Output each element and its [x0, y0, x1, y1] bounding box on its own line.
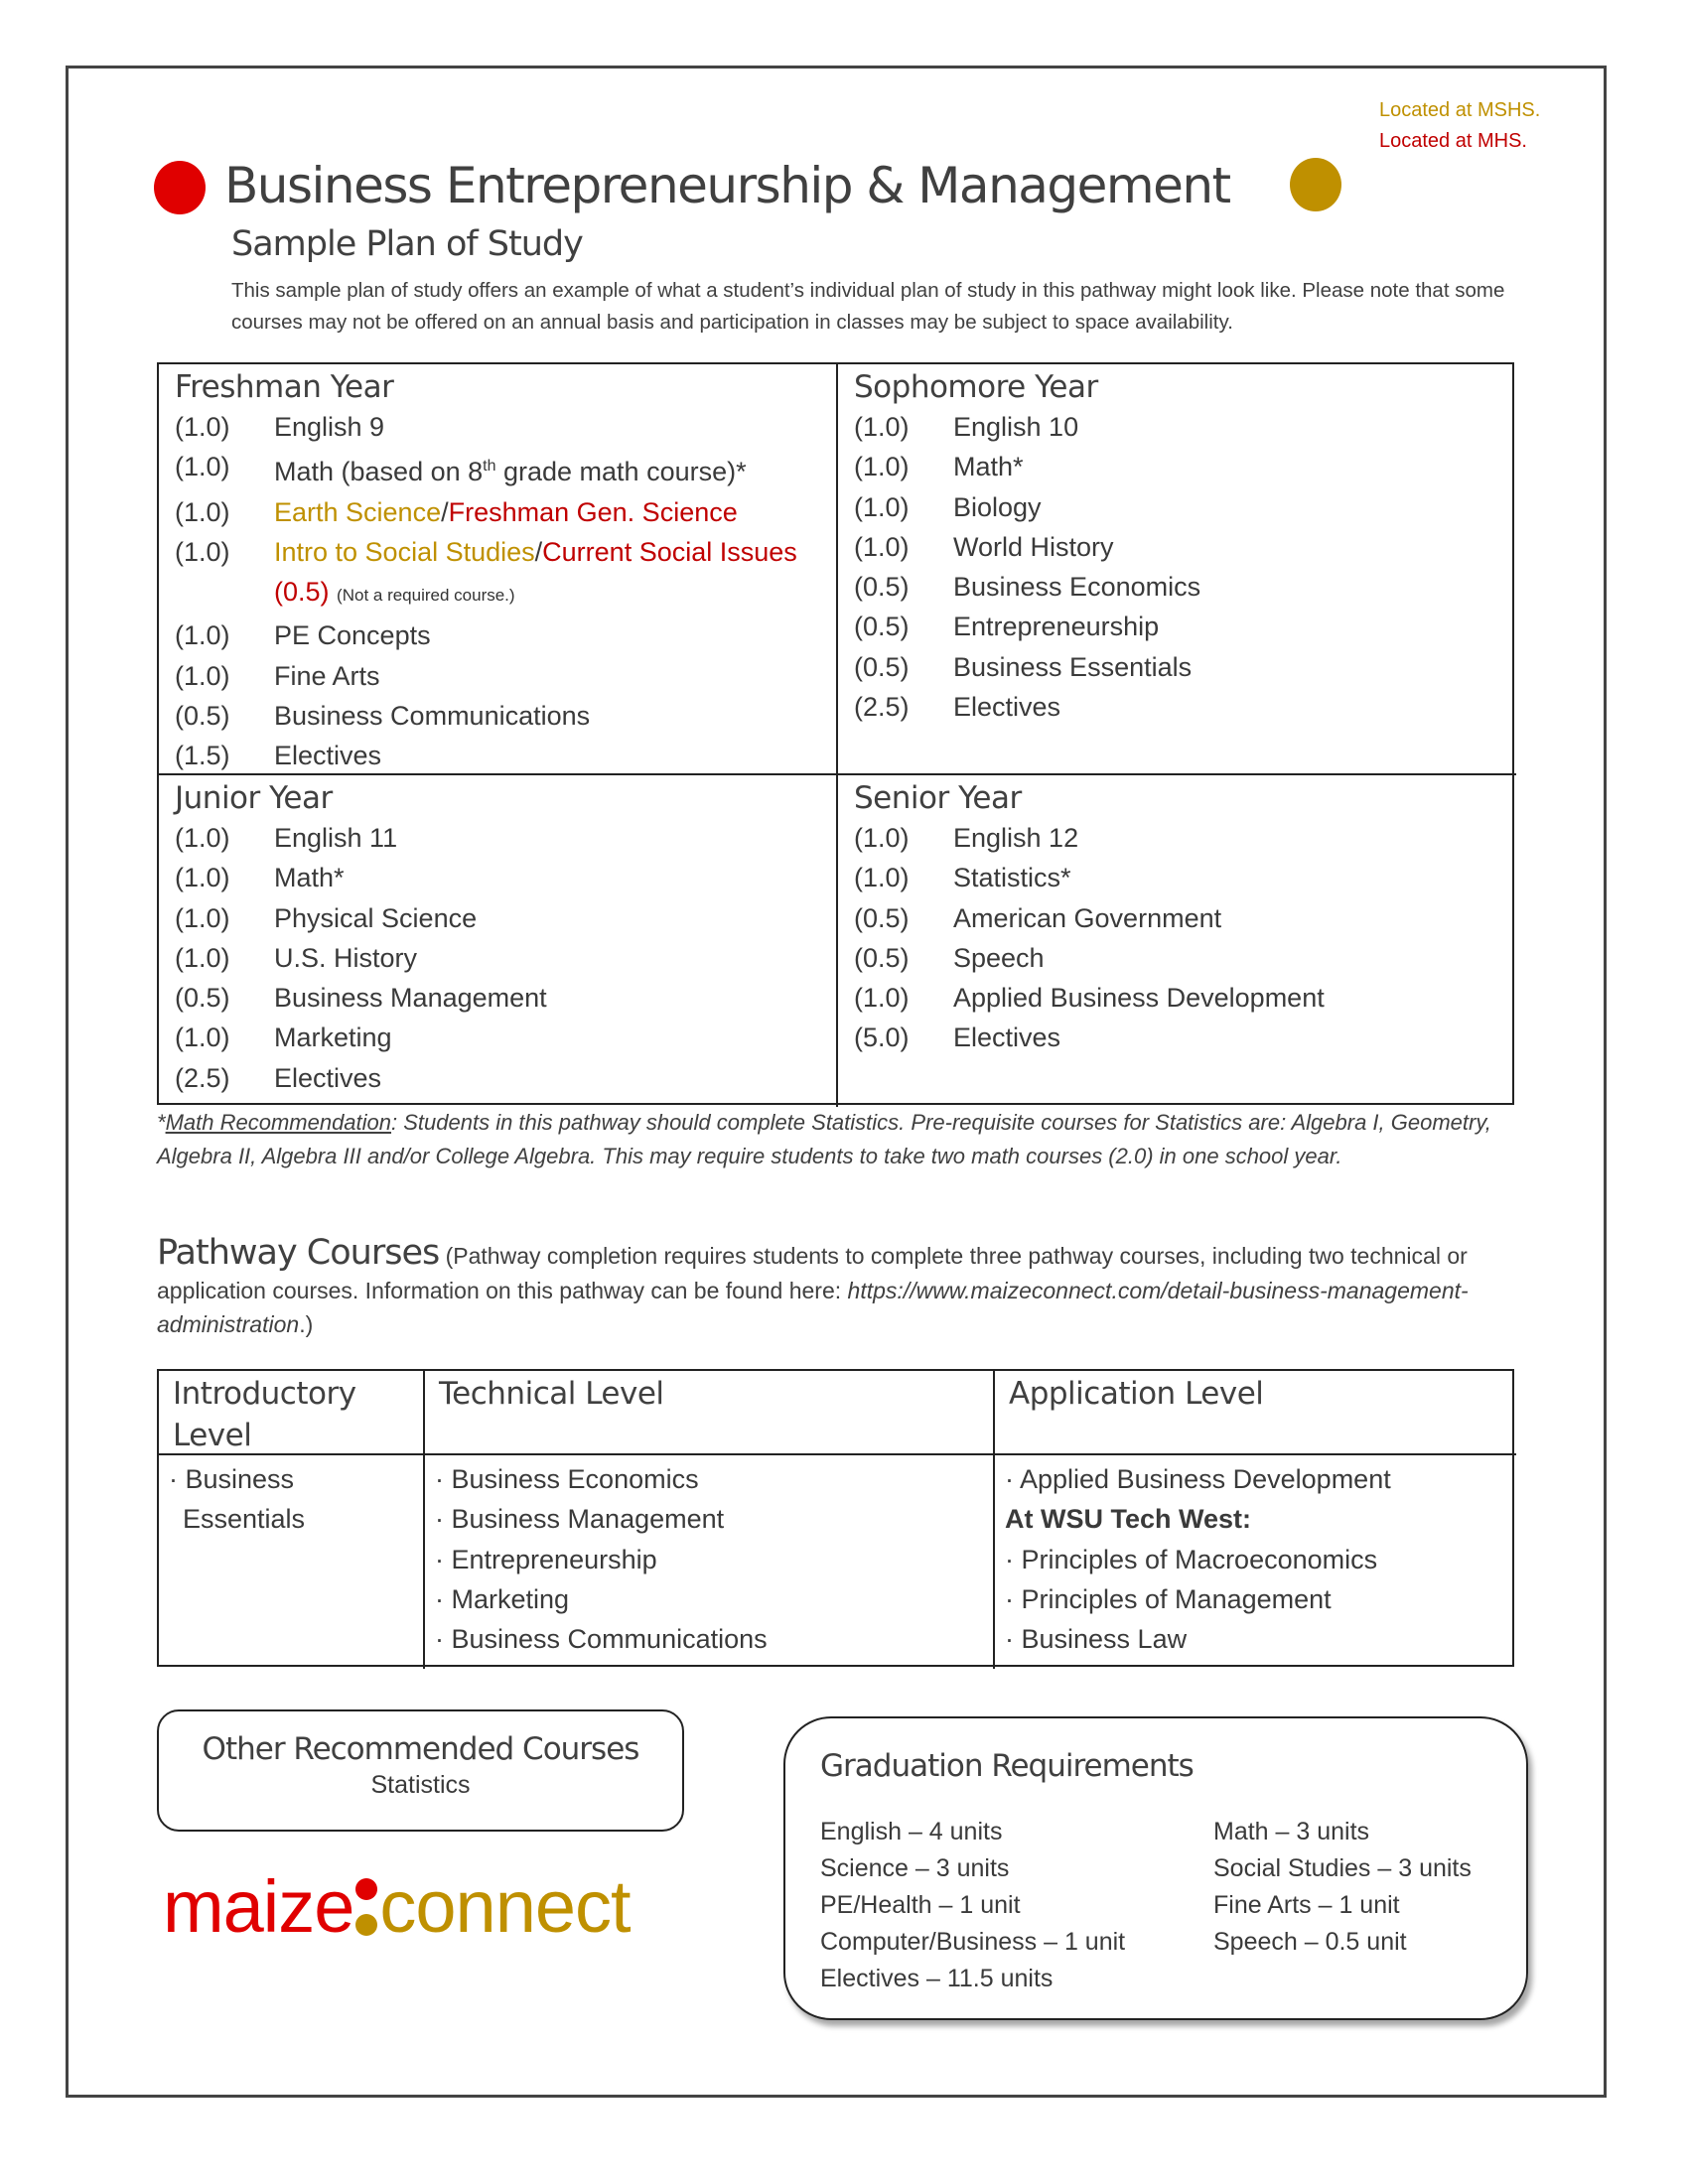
course-credit: (0.5) [175, 701, 230, 732]
course-credit: (2.5) [854, 692, 910, 723]
course-credit: (1.0) [175, 620, 230, 651]
graduation-requirement: Fine Arts – 1 unit [1213, 1891, 1400, 1919]
course-row [854, 527, 1506, 567]
course-row [175, 696, 826, 736]
course-name [953, 607, 1506, 646]
course-row [175, 656, 826, 696]
course-credit: (1.0) [854, 412, 910, 442]
graduation-requirement: Social Studies – 3 units [1213, 1854, 1472, 1882]
course-name-part: Current Social Issues (0.5) [274, 536, 797, 608]
course-row [175, 447, 826, 491]
course-name [953, 527, 1506, 567]
course-row [175, 938, 826, 978]
course-name-part: Speech [953, 942, 1045, 973]
course-credit: (1.0) [175, 660, 230, 691]
pathway-course: · Business Economics [435, 1464, 699, 1494]
course-row [175, 978, 826, 1018]
location-legend-mshs: Located at MSHS. [1379, 99, 1541, 121]
course-credit: (5.0) [854, 1023, 910, 1053]
course-name-part: Fine Arts [274, 660, 380, 691]
course-credit: (0.5) [175, 983, 230, 1014]
course-name [274, 407, 826, 447]
course-name [953, 647, 1506, 687]
pathway-course: At WSU Tech West: [1005, 1504, 1252, 1535]
course-row [175, 1058, 826, 1098]
course-credit: (0.5) [854, 942, 910, 973]
course-name [274, 656, 826, 696]
course-name [953, 818, 1506, 858]
year-cell-junior [159, 775, 838, 1107]
math-footnote [157, 1106, 1527, 1172]
other-recommended-title: Other Recommended Courses [202, 1731, 639, 1767]
course-name [274, 858, 826, 897]
graduation-requirement: Electives – 11.5 units [820, 1965, 1054, 1992]
course-name [274, 447, 826, 491]
pathway-course: · Applied Business Development [1005, 1464, 1391, 1494]
course-credit: (1.0) [175, 942, 230, 973]
course-name [953, 567, 1506, 607]
logo-maize-text: maize [163, 1865, 354, 1948]
page-title: Business Entrepreneurship & Management [224, 157, 1230, 214]
course-name-part: Intro to Social Studies [274, 536, 535, 567]
course-name-part: Biology [953, 491, 1042, 522]
other-recommended-box [157, 1709, 684, 1832]
course-row [854, 818, 1506, 858]
course-credit: (1.0) [175, 452, 230, 482]
year-heading: Freshman Year [175, 369, 394, 405]
course-row [854, 487, 1506, 527]
course-name [274, 615, 826, 655]
course-credit: (1.0) [854, 452, 910, 482]
pathway-heading: Pathway Courses [157, 1233, 440, 1273]
course-name-part: Math* [953, 452, 1024, 482]
course-name [274, 1058, 826, 1098]
course-name-part: Math (based on 8 [274, 457, 484, 487]
course-name-part: Business Management [274, 983, 547, 1014]
course-name-part: Business Essentials [953, 651, 1193, 682]
course-row [854, 898, 1506, 938]
course-row [175, 492, 826, 532]
course-credit: (1.0) [175, 412, 230, 442]
maizeconnect-logo [163, 1864, 631, 1949]
pathway-course: · Principles of Management [1005, 1583, 1332, 1614]
course-name [274, 532, 826, 616]
course-credit: (1.0) [175, 496, 230, 527]
course-name-part: Electives [274, 1062, 382, 1093]
course-name-part: Earth Science [274, 496, 442, 527]
logo-connect-text: connect [379, 1865, 631, 1948]
footnote-text: : Students in this pathway should complete Statistics. Pre-requisite courses for Statistics are: Algebra I, Geometry, Algebra II, Algebra III and/or College Algebra. This may require students to take two math courses (2.0) in one school year. [157, 1110, 1491, 1168]
course-name [953, 938, 1506, 978]
course-name [953, 407, 1506, 447]
course-name [953, 447, 1506, 486]
course-row [854, 407, 1506, 447]
course-name-part: English 11 [274, 823, 398, 853]
year-cell-sophomore [838, 364, 1516, 775]
course-credit: (1.0) [175, 863, 230, 893]
course-name [274, 492, 826, 532]
year-heading: Senior Year [854, 780, 1022, 816]
course-credit: (1.0) [175, 823, 230, 853]
pathway-course: · Entrepreneurship [435, 1544, 657, 1574]
pathway-intro [157, 1233, 1527, 1342]
other-recommended-course: Statistics [370, 1771, 471, 1799]
course-name-part: Entrepreneurship [953, 612, 1160, 642]
course-name-part: Applied Business Development [953, 983, 1325, 1014]
pathway-column-body [159, 1455, 425, 1669]
course-name-part: U.S. History [274, 942, 418, 973]
course-credit: (0.5) [854, 902, 910, 933]
pathway-column-body [995, 1455, 1516, 1669]
course-name-part: grade math course)* [495, 457, 747, 487]
course-credit: (1.0) [854, 983, 910, 1014]
course-name-part: th [483, 458, 496, 476]
course-row [854, 858, 1506, 897]
course-row [175, 615, 826, 655]
course-name-part: Marketing [274, 1023, 392, 1053]
course-name-part: PE Concepts [274, 620, 431, 651]
course-row [854, 647, 1506, 687]
pathway-note: (Pathway completion requires students to complete three pathway courses, including two technical or application courses. Information on this pathway can be found here: [157, 1243, 1468, 1303]
course-name [953, 898, 1506, 938]
footnote-asterisk: * [157, 1110, 166, 1135]
course-name-part [330, 577, 338, 607]
course-name-part: Electives [274, 741, 382, 771]
course-credit: (1.0) [175, 536, 230, 567]
course-name [274, 736, 826, 775]
graduation-requirement: Science – 3 units [820, 1854, 1010, 1882]
course-name [953, 978, 1506, 1018]
course-row [175, 858, 826, 897]
pathway-column-header: Technical Level [425, 1371, 995, 1455]
course-name-part: Statistics* [953, 863, 1071, 893]
pathway-column-header: Introductory Level [159, 1371, 425, 1455]
pathway-course: · Principles of Macroeconomics [1005, 1544, 1378, 1574]
course-credit: (1.0) [854, 491, 910, 522]
page-description: This sample plan of study offers an example of what a student’s individual plan of study in this pathway might look like. Please note that some courses may not be offered on an annual basis and participation in classes may be subject to space availability. [231, 279, 1505, 334]
gold-dot-icon [1290, 158, 1341, 211]
course-credit: (0.5) [854, 612, 910, 642]
course-name [274, 938, 826, 978]
graduation-requirements-box [783, 1716, 1528, 2020]
year-cell-freshman [159, 364, 838, 775]
graduation-right-column [1213, 1814, 1472, 1961]
course-row [854, 567, 1506, 607]
course-row [175, 898, 826, 938]
pathway-column-header: Application Level [995, 1371, 1516, 1455]
course-credit: (1.5) [175, 741, 230, 771]
year-cell-senior [838, 775, 1516, 1107]
course-name-part: / [534, 536, 543, 567]
pathway-course: · Business Law [1005, 1624, 1188, 1655]
graduation-requirement: Math – 3 units [1213, 1818, 1370, 1845]
graduation-requirement: PE/Health – 1 unit [820, 1891, 1021, 1919]
red-dot-icon [154, 161, 206, 214]
pathway-course: · Business Management [435, 1504, 725, 1535]
course-name-part: English 12 [953, 823, 1079, 853]
course-row [175, 1018, 826, 1057]
course-credit: (2.5) [175, 1062, 230, 1093]
graduation-requirement: Computer/Business – 1 unit [820, 1928, 1126, 1956]
course-name-part: Math* [274, 863, 345, 893]
logo-dots-icon [355, 1876, 377, 1938]
pathway-course: · Marketing [435, 1583, 570, 1614]
course-name-part: / [441, 496, 449, 527]
course-name-part: Business Economics [953, 572, 1201, 603]
course-row [854, 447, 1506, 486]
course-name-part: English 9 [274, 412, 385, 442]
course-name [953, 487, 1506, 527]
course-name [274, 818, 826, 858]
course-name-part: Electives [953, 1023, 1061, 1053]
course-credit: (1.0) [175, 902, 230, 933]
course-name-part: World History [953, 531, 1114, 562]
course-name [274, 1018, 826, 1057]
pathway-course: · Business Essentials [169, 1464, 306, 1535]
course-name-part: American Government [953, 902, 1222, 933]
pathway-course: · Business Communications [435, 1624, 768, 1655]
pathway-note-end: .) [299, 1311, 314, 1337]
graduation-title: Graduation Requirements [820, 1748, 1194, 1784]
pathway-url: https://www.maizeconnect.com/detail-business-management-administration [157, 1277, 1469, 1337]
course-row [175, 736, 826, 775]
course-credit: (1.0) [854, 823, 910, 853]
year-heading: Junior Year [175, 780, 333, 816]
course-credit: (1.0) [175, 1023, 230, 1053]
course-row [854, 978, 1506, 1018]
course-row [175, 407, 826, 447]
course-name-part: Physical Science [274, 902, 478, 933]
course-name [953, 687, 1506, 727]
course-credit: (0.5) [854, 651, 910, 682]
course-row [175, 818, 826, 858]
course-name-part: Electives [953, 692, 1061, 723]
pathway-courses-table [157, 1369, 1514, 1667]
course-row [854, 1018, 1506, 1057]
footnote-label: Math Recommendation [165, 1110, 392, 1135]
course-name [953, 1018, 1506, 1057]
course-name [953, 858, 1506, 897]
course-credit: (1.0) [854, 531, 910, 562]
graduation-requirement: English – 4 units [820, 1818, 1003, 1845]
course-name-part: Business Communications [274, 701, 591, 732]
course-row [854, 938, 1506, 978]
course-credit: (0.5) [854, 572, 910, 603]
course-row [854, 687, 1506, 727]
course-credit: (1.0) [854, 863, 910, 893]
page-subtitle: Sample Plan of Study [231, 224, 583, 264]
graduation-left-column [820, 1814, 1125, 1997]
location-legend-mhs: Located at MHS. [1379, 130, 1527, 152]
plan-of-study-table [157, 362, 1514, 1105]
pathway-column-body [425, 1455, 995, 1669]
course-name [274, 696, 826, 736]
course-row [175, 532, 826, 616]
course-row [854, 607, 1506, 646]
course-name-part: (Not a required course.) [337, 586, 515, 606]
course-name [274, 978, 826, 1018]
year-heading: Sophomore Year [854, 369, 1098, 405]
course-name-part: Freshman Gen. Science [448, 496, 738, 527]
graduation-requirement: Speech – 0.5 unit [1213, 1928, 1407, 1956]
course-name [274, 898, 826, 938]
course-name-part: English 10 [953, 412, 1079, 442]
